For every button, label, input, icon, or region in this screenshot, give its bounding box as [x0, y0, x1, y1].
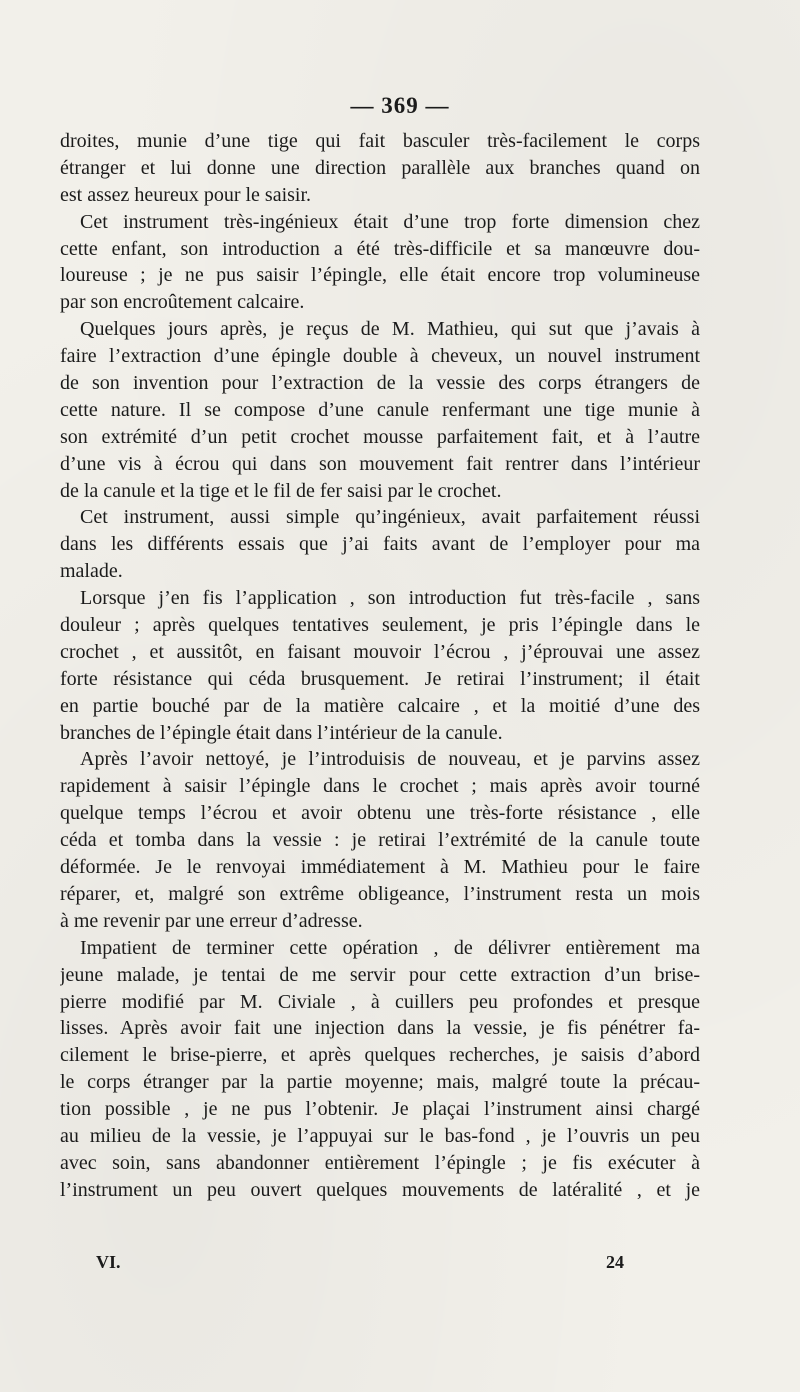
- paragraph: [60, 209, 700, 317]
- text-line: à me revenir par une erreur d’adresse.: [60, 909, 363, 932]
- text-line: jeune malade, je tentai de me servir pour cette extraction d’un brise-: [60, 963, 700, 986]
- text-line: de son invention pour l’extraction de la vessie des corps étrangers de: [60, 372, 700, 395]
- paragraph: [60, 128, 700, 209]
- text-line: par son encroûtement calcaire.: [60, 291, 305, 314]
- signature-mark-left: VI.: [96, 1252, 121, 1272]
- text-line: tion possible , je ne pus l’obtenir. Je plaçai l’instrument ainsi chargé: [60, 1098, 700, 1121]
- text-line: cette nature. Il se compose d’une canule renfermant une tige munie à: [60, 398, 700, 421]
- text-line: son extrémité d’un petit crochet mousse parfaitement fait, et à l’autre: [60, 425, 700, 448]
- text-line: dans les différents essais que j’ai faits avant de l’employer pour ma: [60, 533, 700, 556]
- text-line: crochet , et aussitôt, en faisant mouvoir l’écrou , j’éprouvai une assez: [60, 640, 700, 663]
- paragraph: [60, 504, 700, 585]
- text-line: Lorsque j’en fis l’application , son introduction fut très-facile , sans: [80, 587, 700, 610]
- text-line: réparer, et, malgré son extrême obligeance, l’instrument resta un mois: [60, 882, 700, 905]
- text-line: rapidement à saisir l’épingle dans le crochet ; mais après avoir tourné: [60, 775, 700, 798]
- text-line: droites, munie d’une tige qui fait basculer très-facilement le corps: [60, 130, 700, 152]
- text-line: déformée. Je le renvoyai immédiatement à M. Mathieu pour le faire: [60, 856, 700, 879]
- text-line: pierre modifié par M. Civiale , à cuillers peu profondes et presque: [60, 990, 700, 1013]
- text-line: Cet instrument très-ingénieux était d’une trop forte dimension chez: [80, 210, 700, 233]
- text-line: le corps étranger par la partie moyenne; mais, malgré toute la précau-: [60, 1071, 700, 1094]
- text-line: quelque temps l’écrou et avoir obtenu une très-forte résistance , elle: [60, 802, 700, 825]
- paragraph: [60, 746, 700, 934]
- text-line: Après l’avoir nettoyé, je l’introduisis de nouveau, et je parvins assez: [80, 748, 700, 771]
- body-text: [60, 128, 700, 1204]
- text-line: est assez heureux pour le saisir.: [60, 183, 312, 206]
- text-line: branches de l’épingle était dans l’intérieur de la canule.: [60, 721, 503, 744]
- text-line: céda et tomba dans la vessie : je retirai l’extrémité de la canule toute: [60, 829, 700, 852]
- text-line: de la canule et la tige et le fil de fer saisi par le crochet.: [60, 479, 502, 502]
- text-line: cilement le brise-pierre, et après quelques recherches, je saisis d’abord: [60, 1044, 700, 1067]
- paragraph: [60, 316, 700, 504]
- text-line: forte résistance qui céda brusquement. Je retirai l’instrument; il était: [60, 667, 700, 690]
- text-line: lisses. Après avoir fait une injection dans la vessie, je fis pénétrer fa-: [60, 1017, 700, 1040]
- text-line: d’une vis à écrou qui dans son mouvement fait rentrer dans l’intérieur: [60, 452, 700, 475]
- text-line: malade.: [60, 560, 123, 583]
- text-line: avec soin, sans abandonner entièrement l’épingle ; je fis exécuter à: [60, 1151, 700, 1174]
- text-line: Quelques jours après, je reçus de M. Mathieu, qui sut que j’avais à: [80, 318, 700, 341]
- text-line: cette enfant, son introduction a été très-difficile et sa manœuvre dou-: [60, 237, 700, 260]
- text-line: Impatient de terminer cette opération , de délivrer entièrement ma: [80, 936, 700, 959]
- text-line: douleur ; après quelques tentatives seulement, je pris l’épingle dans le: [60, 614, 700, 637]
- signature-mark-right: 24: [606, 1252, 624, 1272]
- paragraph: [60, 935, 700, 1204]
- text-line: en partie bouché par de la matière calcaire , et la moitié d’une des: [60, 694, 700, 717]
- page-number: — 369 —: [350, 93, 450, 118]
- text-line: l’instrument un peu ouvert quelques mouvements de latéralité , et je: [60, 1178, 700, 1201]
- paragraph: [60, 585, 700, 746]
- text-line: loureuse ; je ne pus saisir l’épingle, elle était encore trop volumineuse: [60, 264, 700, 287]
- text-line: faire l’extraction d’une épingle double à cheveux, un nouvel instrument: [60, 345, 700, 368]
- text-line: Cet instrument, aussi simple qu’ingénieux, avait parfaitement réussi: [80, 506, 700, 529]
- text-line: au milieu de la vessie, je l’appuyai sur le bas-fond , je l’ouvris un peu: [60, 1124, 700, 1147]
- text-line: étranger et lui donne une direction parallèle aux branches quand on: [60, 156, 700, 179]
